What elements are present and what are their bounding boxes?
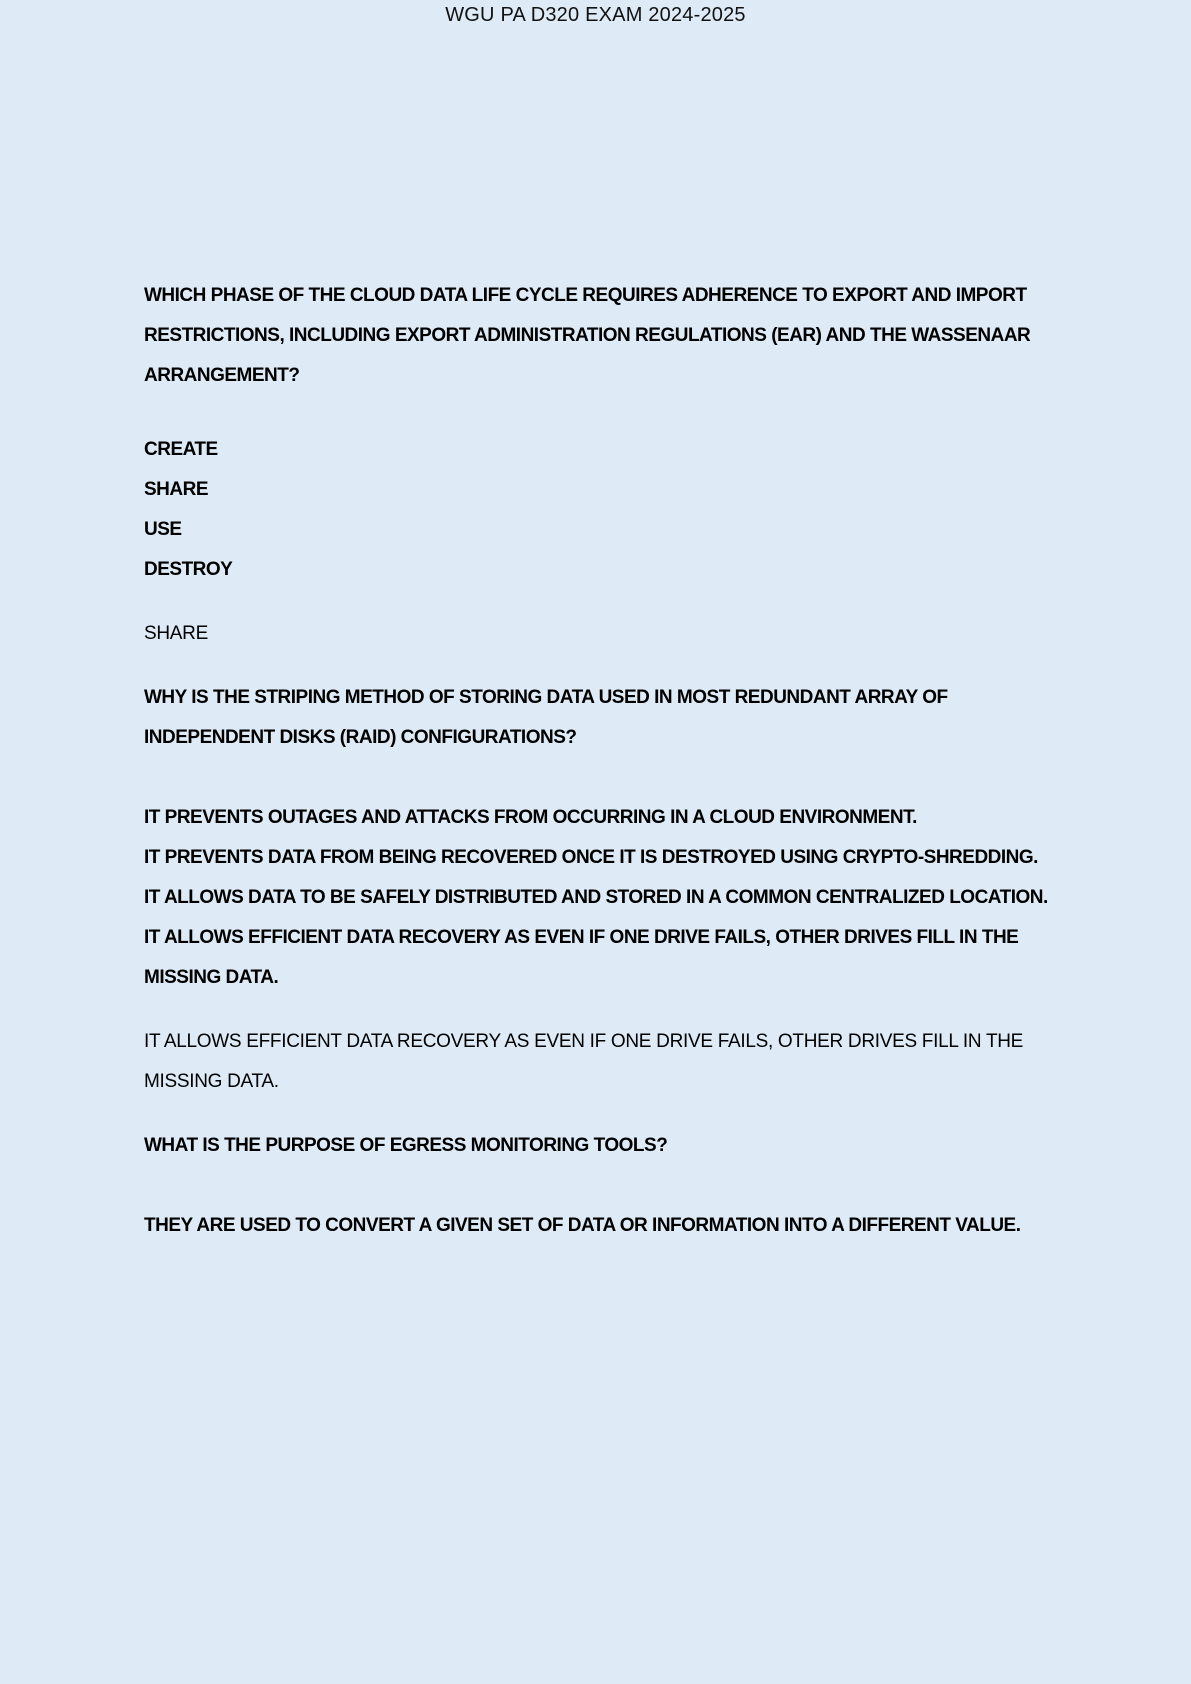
option: IT ALLOWS DATA TO BE SAFELY DISTRIBUTED AND STORED IN A COMMON CENTRALIZED LOCATION. <box>144 887 1048 908</box>
option: IT ALLOWS EFFICIENT DATA RECOVERY AS EVEN IF ONE DRIVE FAILS, OTHER DRIVES FILL IN THE MISSING DATA. <box>144 927 1019 988</box>
question-1-options <box>144 430 1064 590</box>
question-2-options <box>144 798 1064 998</box>
option: CREATE <box>144 439 218 460</box>
question-2-text: WHY IS THE STRIPING METHOD OF STORING DATA USED IN MOST REDUNDANT ARRAY OF INDEPENDENT DISKS (RAID) CONFIGURATIONS? <box>144 687 948 748</box>
spacer <box>144 654 1064 678</box>
question-3-text: WHAT IS THE PURPOSE OF EGRESS MONITORING TOOLS? <box>144 1135 668 1156</box>
spacer <box>144 590 1064 614</box>
question-2-answer: IT ALLOWS EFFICIENT DATA RECOVERY AS EVEN IF ONE DRIVE FAILS, OTHER DRIVES FILL IN THE MISSING DATA. <box>144 1031 1024 1092</box>
spacer <box>144 1102 1064 1126</box>
question-3-options <box>144 1206 1064 1246</box>
option: IT PREVENTS DATA FROM BEING RECOVERED ONCE IT IS DESTROYED USING CRYPTO-SHREDDING. <box>144 847 1038 868</box>
spacer <box>144 396 1064 430</box>
spacer <box>144 998 1064 1022</box>
page-header: WGU PA D320 EXAM 2024-2025 <box>445 4 746 26</box>
option: USE <box>144 519 182 540</box>
spacer <box>144 758 1064 798</box>
document-body <box>144 276 1064 1246</box>
option: DESTROY <box>144 559 233 580</box>
option: IT PREVENTS OUTAGES AND ATTACKS FROM OCCURRING IN A CLOUD ENVIRONMENT. <box>144 807 917 828</box>
option: THEY ARE USED TO CONVERT A GIVEN SET OF DATA OR INFORMATION INTO A DIFFERENT VALUE. <box>144 1215 1021 1236</box>
question-1-answer: SHARE <box>144 623 208 644</box>
option: SHARE <box>144 479 209 500</box>
spacer <box>144 1166 1064 1206</box>
question-1-text: WHICH PHASE OF THE CLOUD DATA LIFE CYCLE REQUIRES ADHERENCE TO EXPORT AND IMPORT RESTRICTIONS, INCLUDING EXPORT ADMINISTRATION REGULATIONS (EAR) AND THE WASSENAAR ARRANGEMENT? <box>144 285 1031 386</box>
